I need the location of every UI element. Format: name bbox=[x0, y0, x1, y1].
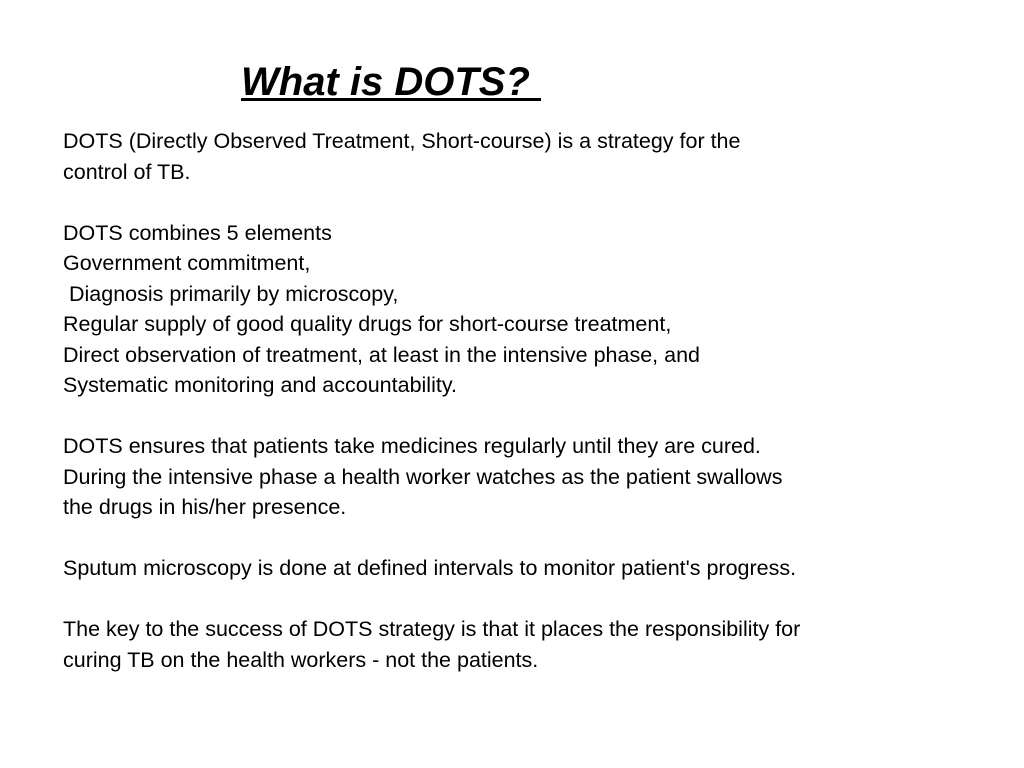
sputum-line: Sputum microscopy is done at defined intervals to monitor patient's progress. bbox=[63, 556, 797, 580]
paragraph-gap bbox=[63, 584, 963, 615]
element-item: Systematic monitoring and accountability. bbox=[63, 373, 457, 397]
ensures-line: the drugs in his/her presence. bbox=[63, 495, 347, 519]
definition-line: DOTS (Directly Observed Treatment, Short-course) is a strategy for the bbox=[63, 129, 741, 153]
element-item: Diagnosis primarily by microscopy, bbox=[63, 281, 399, 306]
paragraph-gap bbox=[63, 523, 963, 554]
key-line: curing TB on the health workers - not the patients. bbox=[63, 647, 539, 672]
definition-paragraph bbox=[63, 126, 963, 187]
sputum-paragraph bbox=[63, 553, 963, 584]
ensures-line: During the intensive phase a health worker watches as the patient swallows bbox=[63, 464, 783, 489]
slide-title: What is DOTS? bbox=[241, 60, 541, 104]
key-paragraph bbox=[63, 614, 963, 675]
ensures-paragraph bbox=[63, 431, 963, 523]
ensures-line: DOTS ensures that patients take medicines regularly until they are cured. bbox=[63, 434, 761, 458]
element-item: Government commitment, bbox=[63, 251, 311, 275]
paragraph-gap bbox=[63, 401, 963, 432]
elements-intro: DOTS combines 5 elements bbox=[63, 220, 332, 245]
element-item: Direct observation of treatment, at least in the intensive phase, and bbox=[63, 342, 701, 367]
paragraph-gap bbox=[63, 187, 963, 218]
key-line: The key to the success of DOTS strategy is that it places the responsibility for bbox=[63, 617, 801, 641]
definition-line: control of TB. bbox=[63, 159, 191, 184]
element-item: Regular supply of good quality drugs for short-course treatment, bbox=[63, 312, 672, 336]
slide-body bbox=[63, 126, 963, 675]
elements-paragraph bbox=[63, 218, 963, 401]
